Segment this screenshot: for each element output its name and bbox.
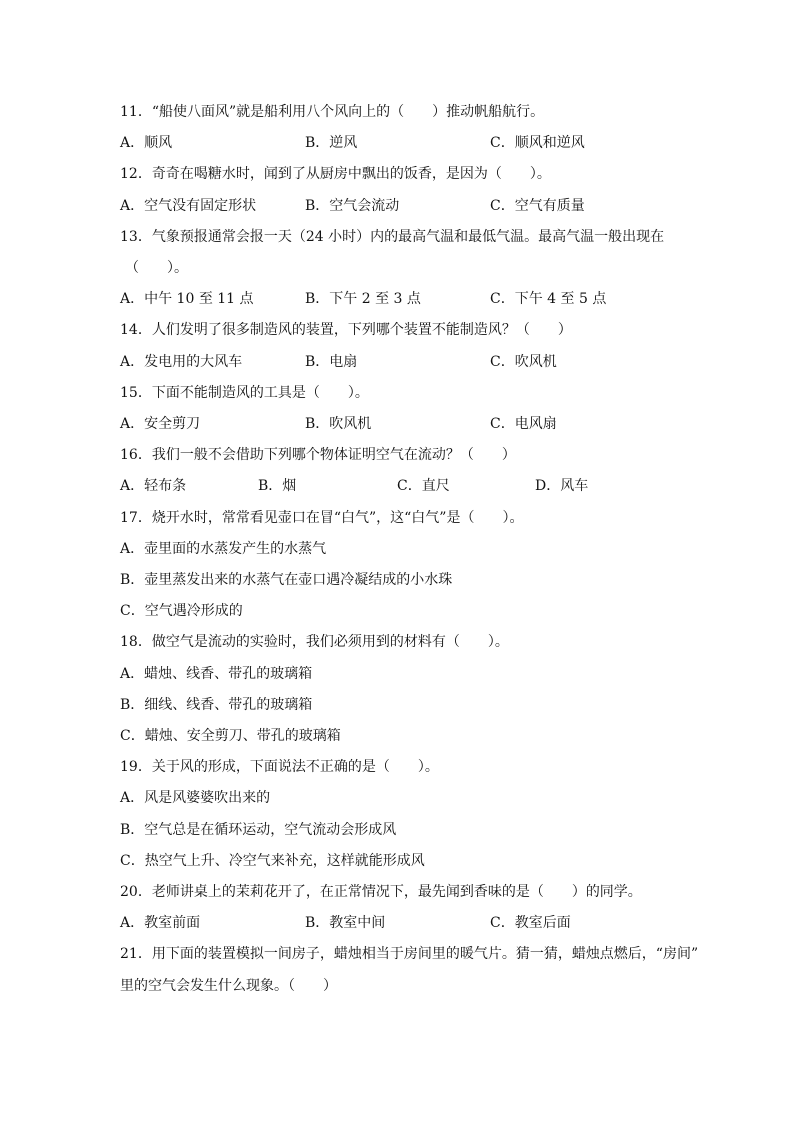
option-a[interactable]: A．顺风	[120, 135, 173, 152]
option-a[interactable]: A．壶里面的水蒸发产生的水蒸气	[120, 540, 327, 557]
option-a[interactable]: A．教室前面	[120, 915, 201, 932]
option-b[interactable]: B．电扇	[305, 353, 358, 370]
question-stem: 19．关于风的形成，下面说法不正确的是（ ）。	[120, 759, 439, 776]
question-stem: 17．烧开水时，常常看见壶口在冒“白气”，这“白气”是（ ）。	[120, 509, 524, 526]
option-a[interactable]: A．中午 10 至 11 点	[120, 291, 254, 308]
option-b[interactable]: B．下午 2 至 3 点	[305, 291, 421, 308]
option-a[interactable]: B．空气总是在循环运动，空气流动会形成风	[120, 821, 397, 838]
question-stem: 里的空气会发生什么现象。（ ）	[120, 977, 337, 994]
option-c[interactable]: C．教室后面	[490, 915, 571, 932]
option-b[interactable]: B．烟	[258, 478, 297, 495]
option-a[interactable]: C．空气遇冷形成的	[120, 603, 243, 620]
option-c[interactable]: C．吹风机	[490, 353, 557, 370]
question-stem: 15．下面不能制造风的工具是（ ）。	[120, 384, 369, 401]
option-c[interactable]: C．下午 4 至 5 点	[490, 291, 607, 308]
option-a[interactable]: B．壶里蒸发出来的水蒸气在壶口遇冷凝结成的小水珠	[120, 572, 453, 588]
question-stem: 12．奇奇在喝糖水时，闻到了从厨房中飘出的饭香，是因为（ ）。	[120, 166, 551, 183]
question-stem: 13．气象预报通常会报一天（24 小时）内的最高气温和最低气温。最高气温一般出现在	[120, 228, 665, 245]
option-b[interactable]: B．吹风机	[305, 416, 372, 432]
question-stem: 14．人们发明了很多制造风的装置，下列哪个装置不能制造风？（ ）	[120, 322, 572, 339]
option-b[interactable]: B．逆风	[305, 135, 358, 152]
option-a[interactable]: A．轻布条	[120, 478, 187, 495]
option-a[interactable]: A．空气没有固定形状	[120, 197, 257, 214]
question-stem: 20．老师讲桌上的茉莉花开了，在正常情况下，最先闻到香味的是（ ）的同学。	[120, 884, 642, 900]
option-a[interactable]: A．蜡烛、线香、带孔的玻璃箱	[120, 665, 313, 682]
question-stem: 21．用下面的装置模拟一间房子，蜡烛相当于房间里的暖气片。猜一猜，蜡烛点燃后，“房间”	[120, 946, 699, 963]
option-c[interactable]: C．空气有质量	[490, 197, 585, 214]
option-b[interactable]: B．空气会流动	[305, 197, 400, 214]
option-a[interactable]: C．热空气上升、冷空气来补充，这样就能形成风	[120, 852, 425, 869]
option-a[interactable]: B．细线、线香、带孔的玻璃箱	[120, 696, 313, 713]
option-b[interactable]: B．教室中间	[305, 915, 386, 932]
option-d[interactable]: D．风车	[535, 478, 589, 495]
question-stem: （ ）。	[125, 260, 188, 276]
option-c[interactable]: C．直尺	[397, 478, 450, 495]
option-a[interactable]: C．蜡烛、安全剪刀、带孔的玻璃箱	[120, 728, 341, 744]
option-c[interactable]: C．顺风和逆风	[490, 135, 585, 152]
question-stem: 18．做空气是流动的实验时，我们必须用到的材料有（ ）。	[120, 634, 509, 651]
question-stem: 16．我们一般不会借助下列哪个物体证明空气在流动？（ ）	[120, 447, 516, 464]
question-stem: 11．“船使八面风”就是船利用八个风向上的（ ）推动帆船航行。	[120, 104, 545, 120]
option-a[interactable]: A．发电用的大风车	[120, 353, 243, 370]
option-c[interactable]: C．电风扇	[490, 416, 557, 432]
option-a[interactable]: A．风是风婆婆吹出来的	[120, 790, 271, 807]
option-a[interactable]: A．安全剪刀	[120, 416, 201, 432]
